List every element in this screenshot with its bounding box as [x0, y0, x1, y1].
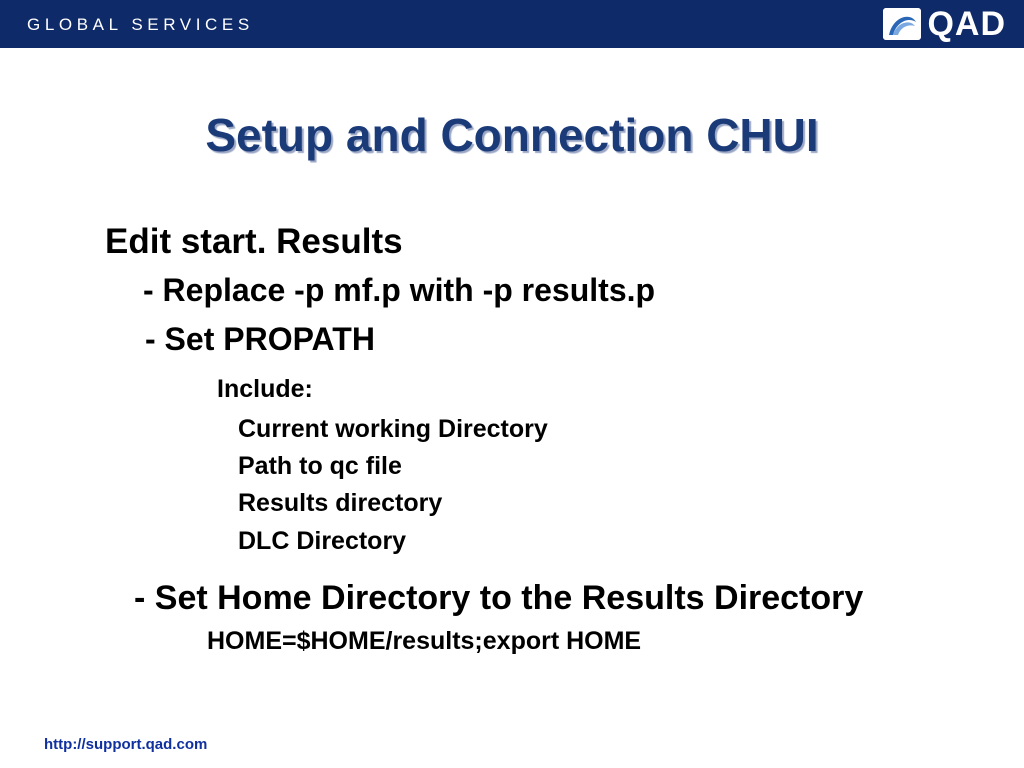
command-line: HOME=$HOME/results;export HOME: [207, 627, 642, 655]
logo-text: QAD: [927, 5, 1006, 43]
support-link[interactable]: http://support.qad.com: [44, 736, 208, 753]
slide-title: Setup and Connection CHUI: [205, 109, 819, 161]
bullet-replace: - Replace -p mf.p with -p results.p: [143, 272, 656, 308]
include-item: Path to qc file: [238, 452, 402, 480]
include-label: Include:: [217, 375, 313, 403]
brand-label: GLOBAL SERVICES: [27, 15, 254, 34]
section-heading: Edit start. Results: [105, 222, 403, 261]
bullet-home: - Set Home Directory to the Results Directory: [134, 579, 864, 617]
qad-logo: [883, 7, 1006, 41]
bullet-propath: - Set PROPATH: [145, 321, 375, 357]
qad-emblem-icon: [883, 8, 921, 40]
include-item: DLC Directory: [238, 527, 407, 555]
include-item: Current working Directory: [238, 415, 548, 443]
include-item: Results directory: [238, 489, 443, 517]
header-bar: [0, 0, 1024, 48]
